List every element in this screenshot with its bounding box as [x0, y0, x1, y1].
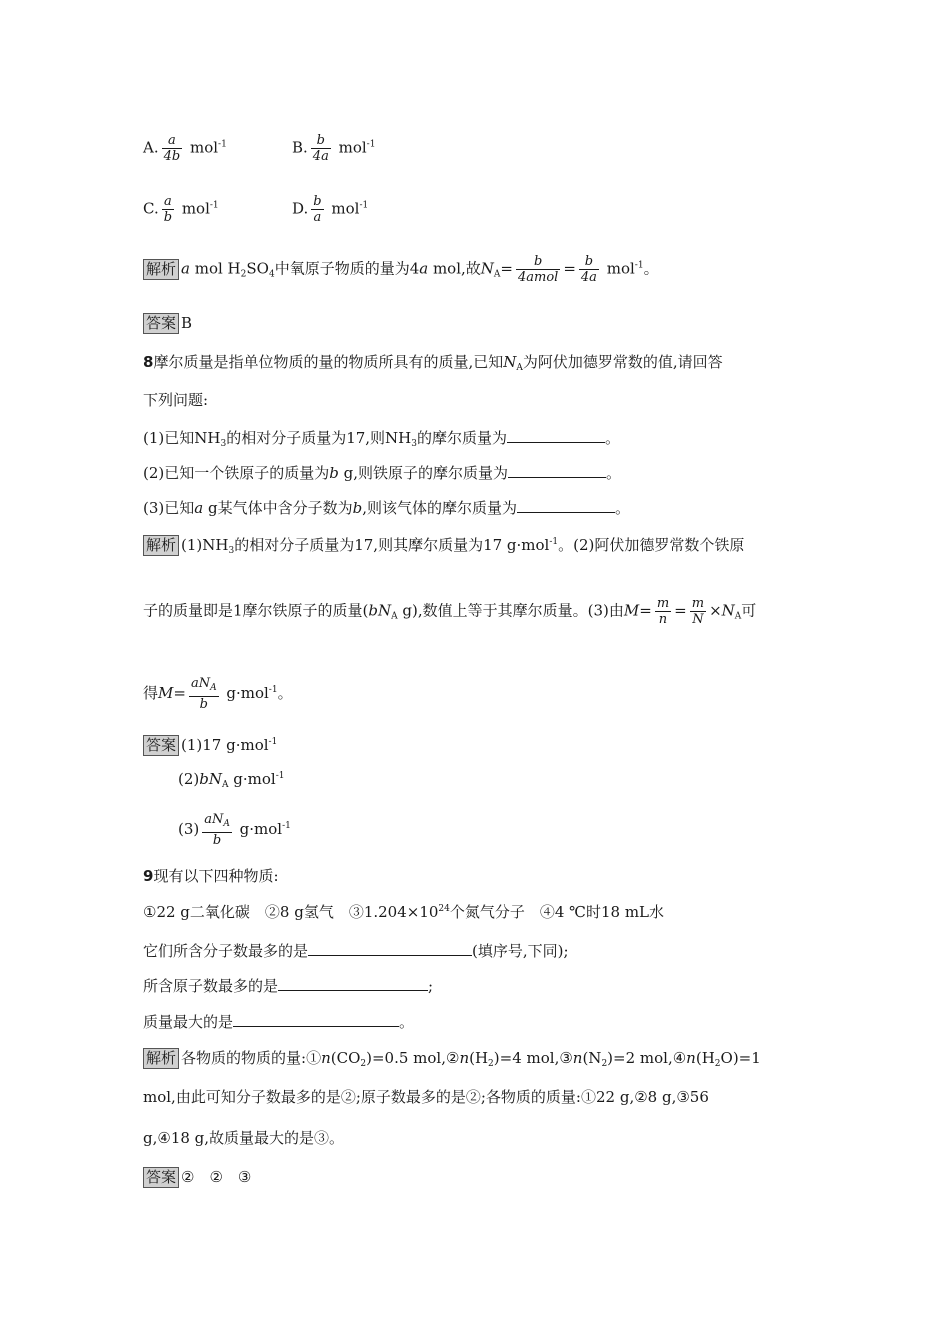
text: 。: [399, 1013, 415, 1031]
text: (CO: [330, 1049, 361, 1067]
text: 中氧原子物质的量为4: [274, 259, 420, 278]
option-label: A.: [143, 138, 159, 157]
text: (2): [178, 770, 200, 788]
subscript: 4: [268, 269, 275, 280]
fraction: [311, 194, 323, 225]
numerator: a: [162, 194, 174, 210]
text: 摩尔质量是指单位物质的量的物质所具有的质量,已知: [153, 353, 504, 371]
option-c: [143, 194, 219, 225]
fraction: [516, 254, 560, 285]
var: N: [503, 353, 517, 371]
text: (填序号,下同);: [472, 942, 569, 960]
q9-stem: [143, 869, 279, 884]
q8-analysis-line3: [143, 676, 293, 712]
fraction: [162, 133, 183, 164]
answer-tag: 答案: [143, 735, 179, 756]
text: )=0.5 mol,②: [366, 1049, 460, 1067]
denominator: b: [199, 697, 208, 712]
text: SO: [246, 259, 269, 278]
text: g·mol: [221, 684, 269, 702]
numerator: m: [691, 596, 705, 611]
text: (3): [178, 820, 200, 838]
q9-analysis-line1: [143, 1048, 761, 1069]
unit: mol: [181, 199, 210, 218]
text: =: [674, 601, 687, 620]
option-label: B.: [292, 138, 308, 157]
text: (2)已知一个铁原子的质量为: [143, 464, 330, 482]
text: mol: [606, 259, 635, 278]
var: M: [158, 684, 174, 702]
q7-answer: [143, 313, 192, 334]
text: 子的质量即是1摩尔铁原子的质量(: [143, 601, 369, 620]
q8-answer-line3: [178, 812, 291, 848]
answer-tag: 答案: [143, 1167, 179, 1188]
text: 。: [606, 464, 622, 482]
subscript: 3: [220, 439, 227, 449]
superscript: -1: [359, 200, 369, 211]
subscript: A: [221, 780, 229, 790]
text: ;: [428, 977, 434, 995]
text: (1)NH: [181, 536, 229, 554]
denominator: 4a: [580, 270, 597, 285]
text: g,则铁原子的摩尔质量为: [338, 464, 508, 482]
text: 质量最大的是: [143, 1013, 234, 1031]
subscript: A: [223, 819, 230, 829]
text: (N: [582, 1049, 602, 1067]
var: b: [329, 464, 339, 482]
subscript: 3: [411, 439, 417, 449]
subscript: A: [516, 363, 523, 373]
text: 的摩尔质量为: [417, 429, 508, 447]
q9-answer: [143, 1167, 251, 1188]
q9-line2: [143, 976, 433, 994]
denominator: N: [692, 612, 704, 627]
answer-text: ② ② ③: [181, 1168, 252, 1186]
text: 它们所含分子数最多的是: [143, 942, 309, 960]
unit: mol: [189, 138, 219, 157]
subscript: A: [493, 269, 501, 280]
subscript: 2: [488, 1059, 494, 1069]
denominator: 4b: [163, 149, 181, 164]
text: 可: [741, 601, 757, 620]
superscript: -1: [275, 771, 285, 781]
text: 各物质的物质的量:①: [181, 1049, 322, 1067]
q8-part2: [143, 463, 621, 481]
denominator: b: [163, 210, 173, 225]
superscript: -1: [268, 737, 278, 747]
text: g·mol: [234, 820, 283, 838]
var: M: [623, 601, 640, 620]
option-b: [292, 133, 375, 164]
subscript: 2: [714, 1059, 721, 1069]
answer-blank[interactable]: [517, 498, 615, 513]
subscript: A: [734, 611, 742, 622]
superscript: -1: [366, 139, 376, 150]
text: g·mol: [228, 770, 276, 788]
text: ,则该气体的摩尔质量为: [362, 499, 517, 517]
fraction: [162, 194, 174, 225]
unit: mol: [331, 199, 360, 218]
q8-part3: [143, 498, 630, 516]
text: =: [173, 684, 186, 702]
question-number: 9: [143, 867, 154, 885]
q9-analysis-line3: g,④18 g,故质量最大的是③。: [143, 1129, 345, 1147]
var: a: [419, 259, 429, 278]
var: b: [352, 499, 363, 517]
answer-blank[interactable]: [233, 1012, 399, 1027]
var: n: [686, 1049, 696, 1067]
var: n: [459, 1049, 470, 1067]
numerator: b: [579, 254, 599, 270]
denominator: b: [212, 833, 222, 848]
q8-stem-line1: [143, 355, 723, 373]
q9-items: [143, 905, 664, 920]
analysis-tag: 解析: [143, 535, 179, 556]
unit: mol: [338, 138, 367, 157]
subscript: 2: [601, 1059, 608, 1069]
numerator: aN: [204, 812, 224, 827]
fraction: [311, 133, 331, 164]
text: 现有以下四种物质:: [153, 867, 279, 885]
text: 。(2)阿伏加德罗常数个铁原: [558, 536, 745, 554]
subscript: 3: [228, 546, 235, 556]
denominator: 4amol: [517, 270, 559, 285]
text: 。: [614, 499, 630, 517]
q9-analysis-line2: mol,由此可知分子数最多的是②;原子数最多的是②;各物质的质量:①22 g,②8 g,③56: [143, 1088, 709, 1106]
fraction: [202, 812, 232, 848]
text: )=2 mol,④: [607, 1049, 687, 1067]
numerator: a: [162, 133, 183, 149]
answer-text: B: [181, 314, 193, 332]
analysis-tag: 解析: [143, 1048, 179, 1069]
text: O)=1: [720, 1049, 761, 1067]
text: ①22 g二氧化碳 ②8 g氢气 ③1.204×10: [143, 903, 439, 921]
answer-blank[interactable]: [308, 941, 472, 956]
q7-analysis: [143, 254, 659, 285]
superscript: -1: [209, 200, 219, 211]
answer-tag: 答案: [143, 313, 179, 334]
text: 为阿伏加德罗常数的值,请回答: [522, 353, 723, 371]
text: 所含原子数最多的是: [143, 977, 279, 995]
text: g某气体中含分子数为: [203, 499, 353, 517]
denominator: a: [313, 210, 322, 225]
superscript: -1: [218, 139, 227, 150]
denominator: n: [658, 612, 668, 627]
q8-analysis-line1: [143, 535, 744, 556]
text: (H: [695, 1049, 715, 1067]
subscript: A: [391, 611, 398, 622]
option-a: [143, 133, 227, 164]
text: 。: [605, 429, 621, 447]
text: mol H: [189, 259, 241, 278]
q8-answer-line2: [178, 772, 284, 790]
subscript: 2: [360, 1059, 367, 1069]
question-number: 8: [143, 353, 154, 371]
fraction: [690, 596, 706, 627]
text: 得: [143, 684, 159, 702]
text: 个氮气分子 ④4 ℃时18 mL水: [449, 903, 665, 921]
text: (1)已知NH: [143, 429, 221, 447]
q8-stem-line2: 下列问题:: [143, 391, 209, 409]
text: 。: [277, 684, 293, 702]
text: =: [639, 601, 652, 620]
var: a: [194, 499, 204, 517]
option-d: [292, 194, 368, 225]
fraction: [655, 596, 671, 627]
q8-analysis-line2: [143, 596, 756, 627]
denominator: 4a: [312, 149, 329, 164]
fraction: [189, 676, 219, 712]
var: bN: [199, 770, 222, 788]
subscript: A: [210, 683, 217, 693]
superscript: -1: [282, 821, 291, 831]
q9-line1: [143, 941, 569, 959]
var: n: [321, 1049, 331, 1067]
q8-answer-line1: [143, 735, 277, 756]
text: g),数值上等于其摩尔质量。(3)由: [397, 601, 624, 620]
numerator: b: [516, 254, 560, 270]
answer-blank[interactable]: [278, 976, 428, 991]
option-label: D.: [292, 199, 309, 218]
analysis-tag: 解析: [143, 259, 179, 280]
var: a: [181, 259, 190, 278]
q8-part1: [143, 428, 620, 449]
superscript: -1: [549, 537, 559, 547]
var: n: [572, 1049, 583, 1067]
text: 的相对分子质量为17,则NH: [226, 429, 412, 447]
var: bN: [368, 601, 392, 620]
text: mol,故: [428, 259, 481, 278]
numerator: m: [656, 596, 670, 611]
var: N: [480, 259, 494, 278]
numerator: b: [313, 194, 322, 209]
answer-blank[interactable]: [507, 428, 605, 443]
superscript: -1: [268, 685, 278, 695]
q9-line3: [143, 1012, 414, 1030]
var: ×N: [709, 601, 735, 620]
text: )=4 mol,③: [493, 1049, 573, 1067]
answer-blank[interactable]: [508, 463, 606, 478]
option-label: C.: [143, 199, 159, 218]
superscript: 24: [438, 904, 450, 914]
text: 的相对分子质量为17,则其摩尔质量为17 g·mol: [234, 536, 550, 554]
text: =: [563, 259, 576, 278]
text: 。: [643, 259, 659, 278]
numerator: aN: [190, 676, 211, 691]
text: (H: [469, 1049, 489, 1067]
text: (3)已知: [143, 499, 195, 517]
superscript: -1: [634, 260, 644, 271]
subscript: 2: [240, 269, 247, 280]
text: =: [500, 259, 513, 278]
fraction: [579, 254, 599, 285]
numerator: b: [311, 133, 331, 149]
text: (1)17 g·mol: [181, 736, 269, 754]
